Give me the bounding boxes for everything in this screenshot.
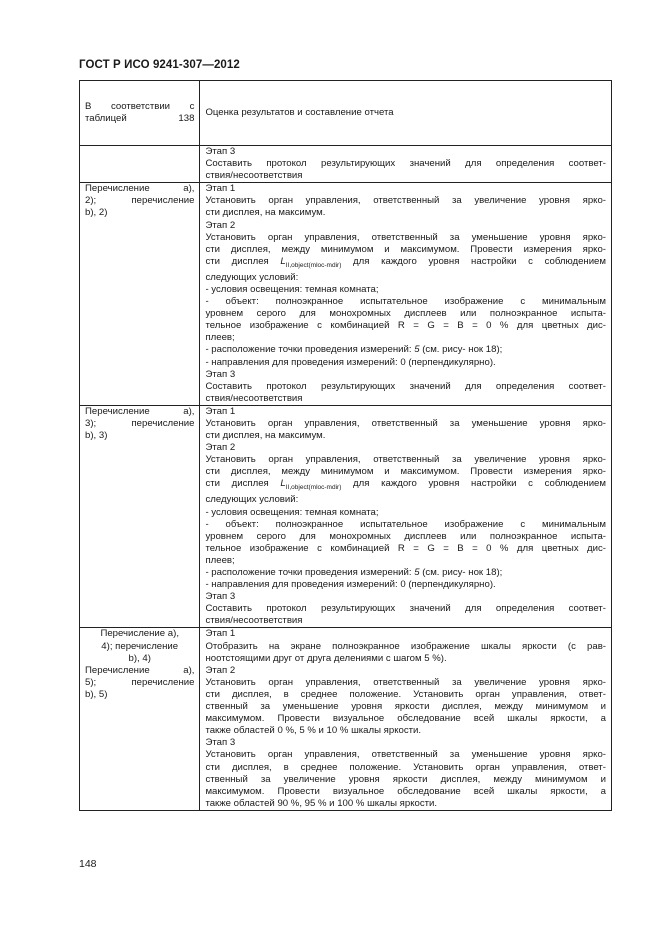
row-left-line: 5); перечисление xyxy=(85,676,195,688)
row-left-line: b), 4) xyxy=(128,652,151,664)
row-right-line: максимумом. Провести визуальное обследование всей шкалы яркости, а xyxy=(205,785,606,797)
row-left-line: Перечисление а), xyxy=(85,183,195,195)
row-left-line: b), 2) xyxy=(85,207,108,219)
row-right-line: также областей 0 %, 5 % и 10 % шкалы яркости. xyxy=(205,725,422,737)
row-right-line: Установить орган управления, ответственный за увеличение уровня ярко- xyxy=(205,676,606,688)
row-right-line: - направления для проведения измерений: 0 (перпендикулярно). xyxy=(205,356,496,368)
row-right-cell xyxy=(200,405,612,628)
row-left-line: b), 5) xyxy=(85,688,108,700)
row-left-cell xyxy=(80,183,200,406)
row-right-line: ственный за уменьшение уровня яркости дисплея, между минимумом и xyxy=(205,701,606,713)
stage-label: Этап 3 xyxy=(205,737,236,749)
row-right-line: Отобразить на экране полноэкранное изображение шкалы яркости (с рав- xyxy=(205,640,606,652)
stage-label: Этап 3 xyxy=(205,591,236,603)
row-left-cell xyxy=(80,146,200,183)
stage-label: Этап 1 xyxy=(205,183,236,195)
row-right-line: - условия освещения: темная комната; xyxy=(205,506,379,518)
table-row xyxy=(80,183,612,406)
stage-label: Этап 1 xyxy=(205,405,236,417)
row-right-cell xyxy=(200,183,612,406)
row-right-line: - направления для проведения измерений: 0 (перпендикулярно). xyxy=(205,579,496,591)
row-left-line: Перечисление а), xyxy=(100,628,179,640)
stage-label: Этап 2 xyxy=(205,664,236,676)
row-right-line: Установить орган управления, ответственный за уменьшение уровня ярко- xyxy=(205,749,606,761)
row-right-line: Составить протокол результирующих значений для определения соответ- xyxy=(205,603,606,615)
table-row xyxy=(80,628,612,810)
row-right-line: сти дисплея, в среднее положение. Установить орган управления, ответ- xyxy=(205,688,606,700)
row-right-line: сти дисплея $L_{II,object(mloc-mdir)}$ для каждого уровня настройки с соблюдением xyxy=(205,478,606,492)
row-right-line: сти дисплея, на максимум. xyxy=(205,430,326,442)
stage-label: Этап 2 xyxy=(205,442,236,454)
row-right-line: - объект: полноэкранное испытательное изображение с минимальным xyxy=(205,518,606,530)
row-right-line: Составить протокол результирующих значений для определения соответ- xyxy=(205,380,606,392)
row-right-line: Установить орган управления, ответственный за уменьшение уровня ярко- xyxy=(205,417,606,429)
row-right-line: уровнем серого для монохромных дисплеев или полноэкранное испыта- xyxy=(205,308,606,320)
header-left-cell xyxy=(80,81,200,146)
row-right-line: тельное изображение с комбинацией R = G = B = 0 % для цветных дис- xyxy=(205,320,606,332)
row-left-cell xyxy=(80,628,200,810)
row-left-cell xyxy=(80,405,200,628)
row-right-line: ноотстоящими друг от друга делениями с шагом 5 %). xyxy=(205,652,447,664)
header-right-cell: Оценка результатов и составление отчета xyxy=(200,81,612,146)
row-right-line: следующих условий: xyxy=(205,494,299,506)
table-row xyxy=(80,405,612,628)
row-right-line: - объект: полноэкранное испытательное изображение с минимальным xyxy=(205,296,606,308)
row-left-line: 2); перечисление xyxy=(85,195,195,207)
row-right-line: тельное изображение с комбинацией R = G = B = 0 % для цветных дис- xyxy=(205,542,606,554)
row-right-line: Установить орган управления, ответственный за увеличение уровня ярко- xyxy=(205,454,606,466)
row-right-line: ствия/несоответствия xyxy=(205,392,303,404)
row-right-line: следующих условий: xyxy=(205,271,299,283)
row-right-cell xyxy=(200,628,612,810)
row-right-line: ственный за увеличение уровня яркости дисплея, между минимумом и xyxy=(205,773,606,785)
row-right-line: Установить орган управления, ответственный за уменьшение уровня ярко- xyxy=(205,231,606,243)
evaluation-table xyxy=(79,80,612,811)
row-right-line: сти дисплея, между минимумом и максимумом. Провести измерения ярко- xyxy=(205,466,606,478)
row-right-line: ствия/несоответствия xyxy=(205,615,303,627)
row-right-line: сти дисплея, на максимум. xyxy=(205,207,326,219)
row-right-line: - расположение точки проведения измерений: 5 (см. рису- нок 18); xyxy=(205,344,503,356)
row-left-line: 4); перечисление xyxy=(101,640,179,652)
row-right-line: - условия освещения: темная комната; xyxy=(205,283,379,295)
row-right-line: плеев; xyxy=(205,554,235,566)
table-row xyxy=(80,146,612,183)
row-left-line: b), 3) xyxy=(85,430,108,442)
row-right-line: Установить орган управления, ответственный за увеличение уровня ярко- xyxy=(205,195,606,207)
row-right-line: сти дисплея, между минимумом и максимумом. Провести измерения ярко- xyxy=(205,243,606,255)
row-left-line: 3); перечисление xyxy=(85,417,195,429)
table-header-row xyxy=(80,81,612,146)
stage-label: Этап 1 xyxy=(205,628,236,640)
header-left-line: В соответствии с xyxy=(85,100,195,112)
row-right-line: сти дисплея, в среднее положение. Установить орган управления, ответ- xyxy=(205,761,606,773)
row-right-line: Составить протокол результирующих значений для определения соответ- xyxy=(205,158,606,170)
row-right-line: максимумом. Провести визуальное обследование всей шкалы яркости, а xyxy=(205,713,606,725)
document-header: ГОСТ Р ИСО 9241-307—2012 xyxy=(79,59,240,71)
row-right-line: плеев; xyxy=(205,332,235,344)
stage-label: Этап 3 xyxy=(205,146,236,157)
page-number: 148 xyxy=(79,858,97,870)
row-right-line: - расположение точки проведения измерений: 5 (см. рису- нок 18); xyxy=(205,567,503,578)
row-right-line: ствия/несоответствия xyxy=(205,170,303,182)
row-right-line: уровнем серого для монохромных дисплеев или полноэкранное испыта- xyxy=(205,530,606,542)
row-left-line: Перечисление а), xyxy=(85,664,195,676)
stage-label: Этап 3 xyxy=(205,368,236,380)
row-right-line: сти дисплея $L_{II,object(mloc-mdir)}$ для каждого уровня настройки с соблюдением xyxy=(205,255,606,269)
stage-label: Этап 2 xyxy=(205,219,236,231)
header-left-line: таблицей 138 xyxy=(85,113,195,124)
row-left-line: Перечисление а), xyxy=(85,405,195,417)
row-right-line: также областей 90 %, 95 % и 100 % шкалы яркости. xyxy=(205,797,438,809)
row-right-cell xyxy=(200,146,612,183)
